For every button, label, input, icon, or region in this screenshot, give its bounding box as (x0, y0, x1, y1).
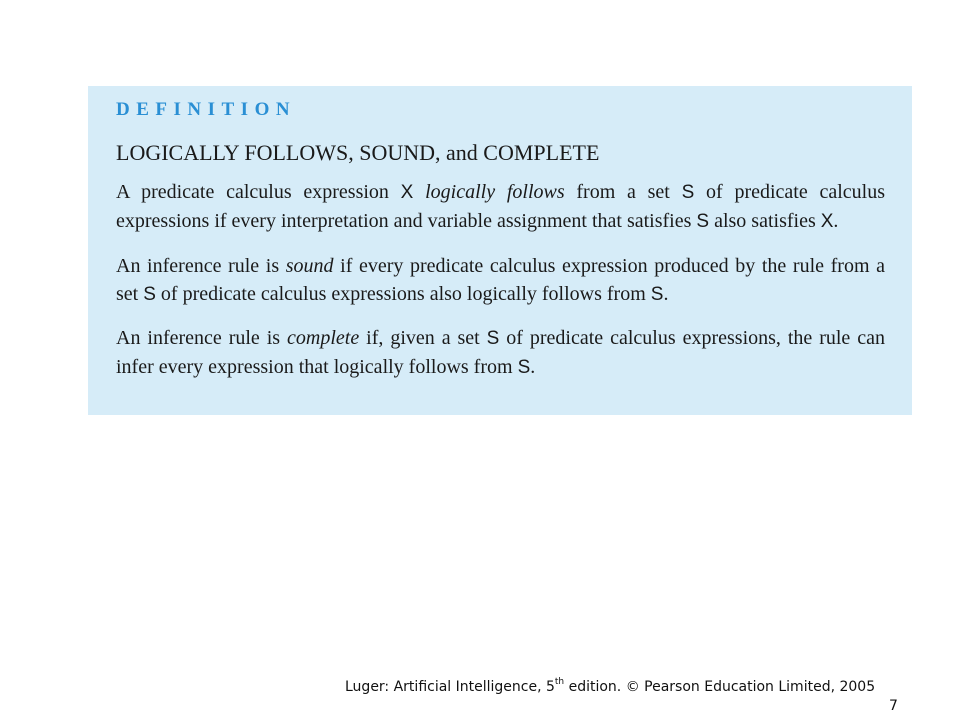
symbol-s: S (650, 284, 664, 305)
symbol-s: S (696, 211, 710, 232)
term-sound: sound (285, 255, 334, 277)
definition-paragraph-sound: An inference rule is sound if every predicate calculus expression produced by the rule from a set S of predicate calculus expressions also logically follows from S. (116, 255, 885, 305)
symbol-s: S (486, 328, 500, 349)
definition-title: LOGICALLY FOLLOWS, SOUND, and COMPLETE (116, 140, 600, 165)
symbol-s: S (517, 357, 531, 378)
definition-box (88, 86, 912, 415)
symbol-x: X (820, 211, 834, 232)
page-number: 7 (889, 698, 898, 714)
symbol-s: S (681, 182, 695, 203)
definition-heading: DEFINITION (116, 99, 297, 120)
term-logically-follows: logically follows (425, 181, 565, 203)
definition-paragraph-complete: An inference rule is complete if, given a set S of predicate calculus expressions, the rule can infer every expression that logically follows from S. (116, 327, 886, 378)
definition-paragraph-logically-follows: A predicate calculus expression X logically follows from a set S of predicate calculus expressions if every interpretation and variable assignment that satisfies S also satisfies X. (116, 181, 886, 232)
slide-footer-citation: Luger: Artificial Intelligence, 5th edition. © Pearson Education Limited, 2005 (345, 677, 876, 695)
symbol-x: X (400, 182, 414, 203)
symbol-s: S (143, 284, 156, 305)
term-complete: complete (287, 327, 360, 349)
